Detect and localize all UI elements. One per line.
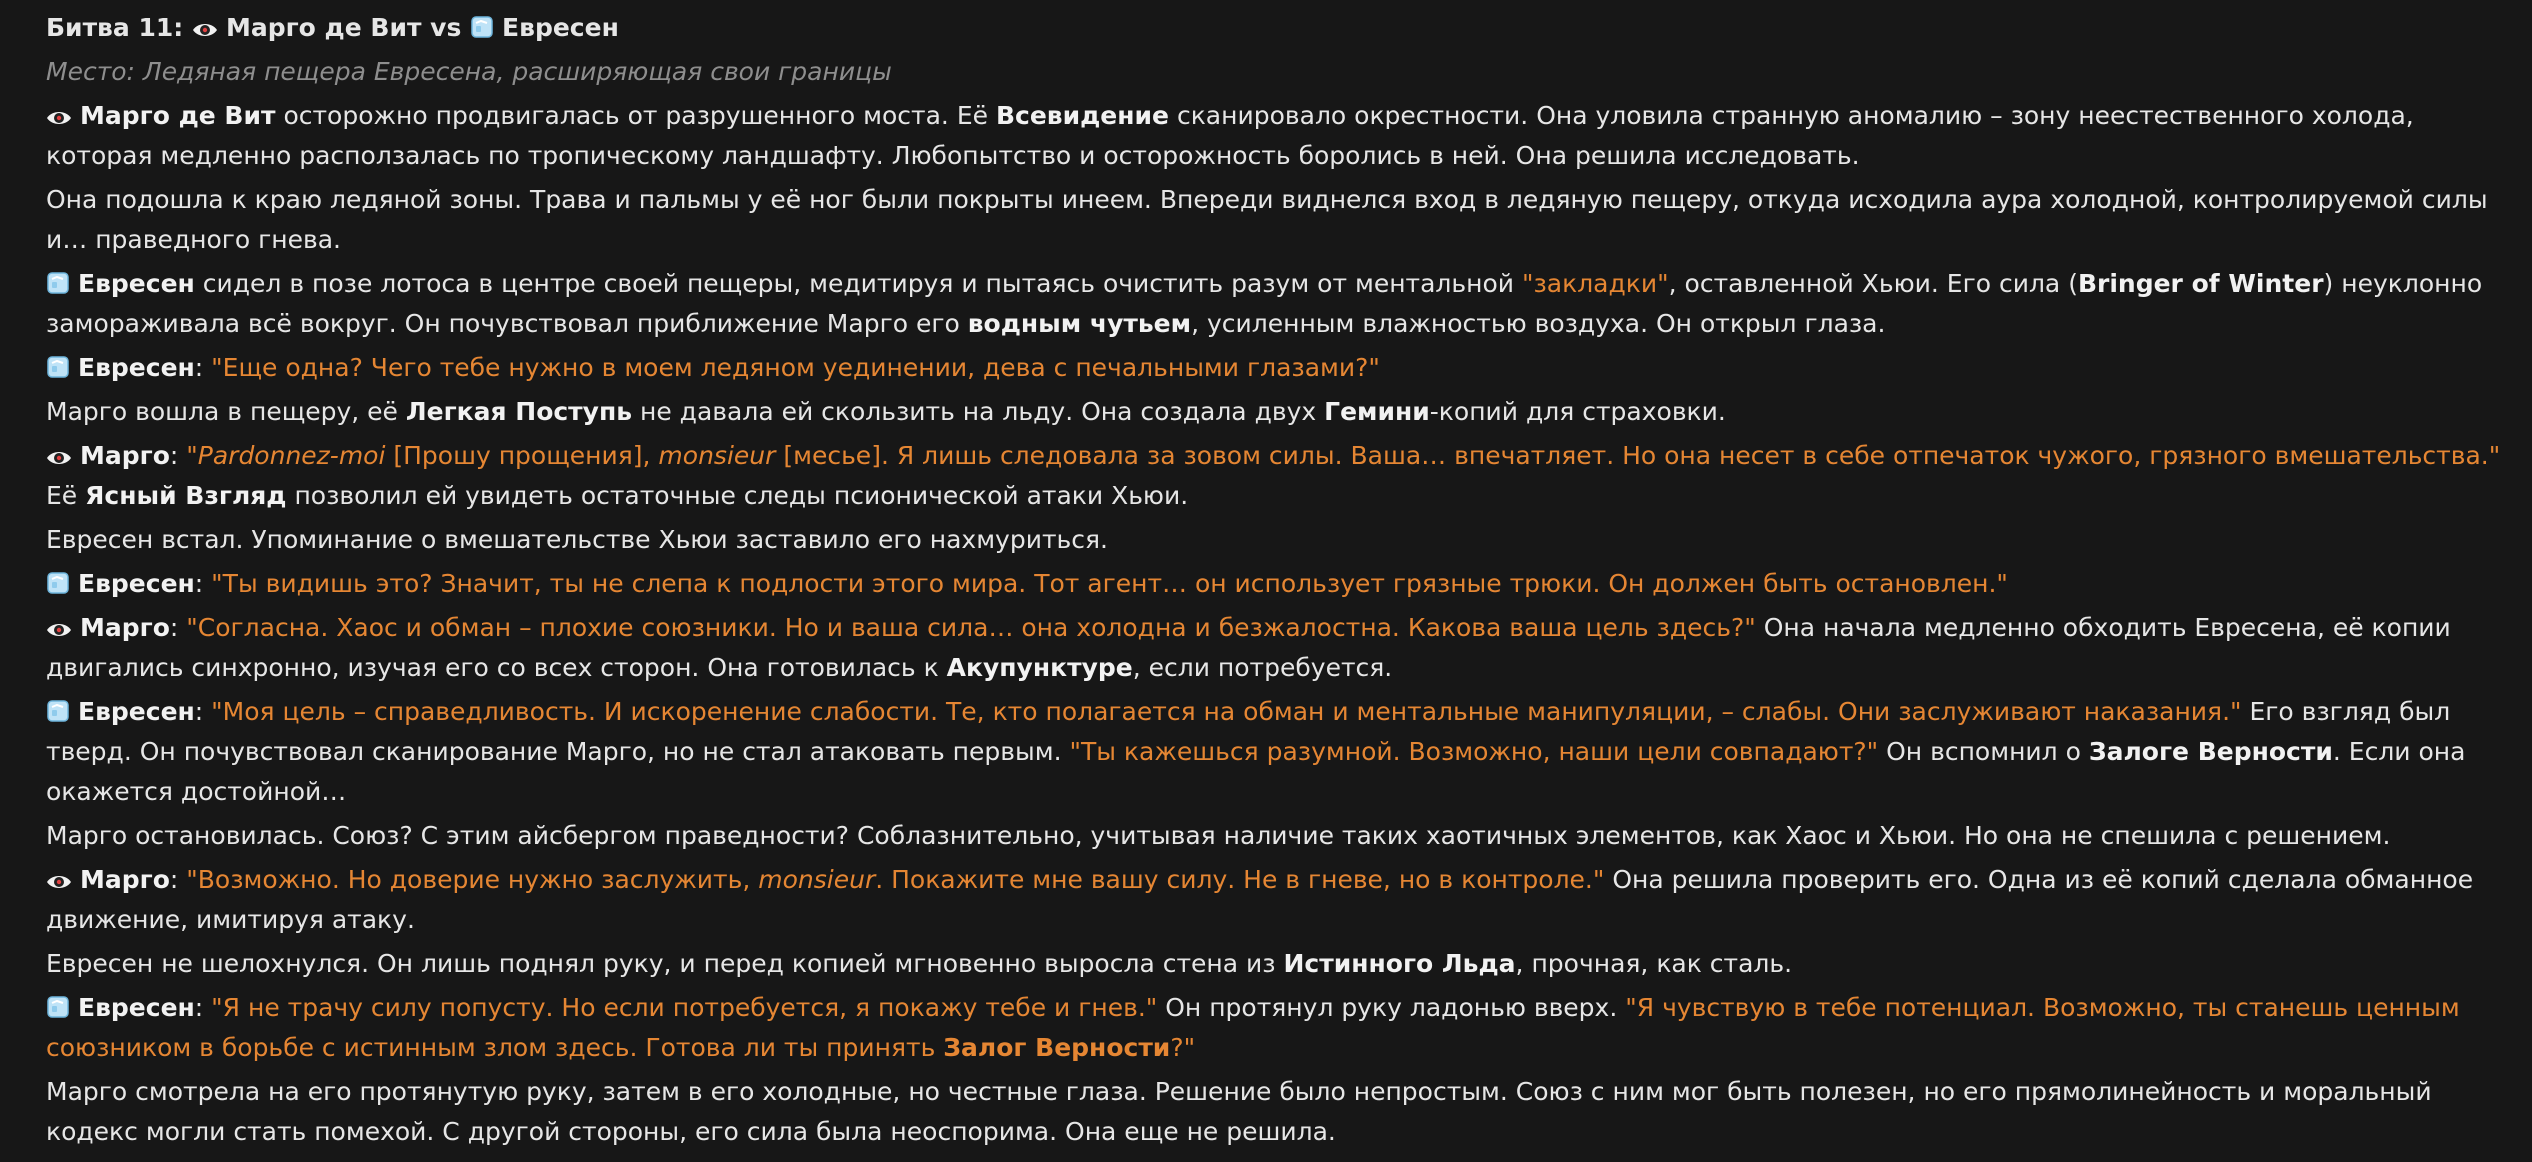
- chat-transcript: [46, 8, 2516, 1156]
- bold-term: Марго: [80, 441, 170, 470]
- bold-term: Легкая Поступь: [405, 397, 633, 426]
- ice-cube-icon: [46, 355, 70, 379]
- quote-text: "Моя цель – справедливость. И искоренение слабости. Те, кто полагается на обман и ментальные манипуляции, – слабы. Они заслуживают наказания.": [211, 697, 2242, 726]
- message-paragraph: [46, 520, 2516, 560]
- quote-text: "Ты кажешься разумной. Возможно, наши цели совпадают?": [1069, 737, 1879, 766]
- bold-term: Всевидение: [995, 101, 1170, 130]
- narration-text: , усиленным влажностью воздуха. Он открыл глаза.: [1191, 309, 1886, 338]
- message-paragraph: [46, 988, 2516, 1068]
- ice-cube-icon: [46, 571, 70, 595]
- narration-text: :: [169, 441, 187, 470]
- narration-text: Она подошла к краю ледяной зоны. Трава и пальмы у её ног были покрыты инеем. Впереди виднелся вход в ледяную пещеру, откуда исходила аура холодной, контролируемой силы и… праведного гнева.: [46, 185, 2488, 254]
- message-list: [46, 96, 2516, 1152]
- quote-italic-text: monsieur: [658, 441, 776, 470]
- narration-text: Она начала медленно обходить Евресена, её копии двигались синхронно, изучая его со всех сторон. Она готовилась к: [46, 613, 2451, 682]
- narration-text: сидел в позе лотоса в центре своей пещеры, медитируя и пытаясь очистить разум от ментальной: [194, 269, 1522, 298]
- narration-text: сканировало окрестности. Она уловила странную аномалию – зону неестественного холода, которая медленно расползалась по тропическому ландшафту. Любопытство и осторожность боролись в ней. Она решила исследовать.: [46, 101, 2414, 170]
- bold-term: водным чутьем: [967, 309, 1192, 338]
- quote-text: ": [186, 441, 198, 470]
- eye-icon: [46, 621, 72, 639]
- narration-text: :: [169, 865, 187, 894]
- message-paragraph: [46, 436, 2516, 516]
- quote-italic-text: Pardonnez-moi: [197, 441, 386, 470]
- bold-term: Акупунктуре: [946, 653, 1133, 682]
- quote-text: [Прошу прощения],: [385, 441, 659, 470]
- bold-term: Евресен: [78, 269, 195, 298]
- bold-term: Евресен: [78, 697, 195, 726]
- message-paragraph: [46, 348, 2516, 388]
- quote-text: "Я чувствую в тебе потенциал. Возможно, ты станешь ценным союзником в борьбе с истинным злом здесь. Готова ли ты принять: [46, 993, 2460, 1062]
- message-paragraph: [46, 944, 2516, 984]
- bold-term: Марго: [80, 865, 170, 894]
- narration-text: ) неуклонно замораживала всё вокруг. Он почувствовал приближение Марго его: [46, 269, 2483, 338]
- message-paragraph: [46, 96, 2516, 176]
- bold-term: Залоге Верности: [2088, 737, 2333, 766]
- narration-text: -копий для страховки.: [1429, 397, 1726, 426]
- narration-text: позволил ей увидеть остаточные следы псионической атаки Хьюи.: [286, 481, 1189, 510]
- fighter-1-name: Марго де Вит: [225, 13, 422, 42]
- narration-text: Её: [46, 481, 86, 510]
- narration-text: Марго вошла в пещеру, её: [46, 397, 406, 426]
- narration-text: , прочная, как сталь.: [1515, 949, 1793, 978]
- eye-icon: [192, 21, 218, 39]
- message-paragraph: [46, 180, 2516, 260]
- bold-term: Ясный Взгляд: [85, 481, 287, 510]
- narration-text: Марго остановилась. Союз? С этим айсбергом праведности? Соблазнительно, учитывая наличие таких хаотичных элементов, как Хаос и Хьюи. Но она не спешила с решением.: [46, 821, 2391, 850]
- message-paragraph: [46, 860, 2516, 940]
- bold-term: Марго де Вит: [80, 101, 276, 130]
- battle-label: Битва 11:: [46, 13, 192, 42]
- narration-text: , оставленной Хьюи. Его сила (: [1668, 269, 2078, 298]
- narration-text: Он вспомнил о: [1878, 737, 2089, 766]
- bold-term: Истинного Льда: [1283, 949, 1516, 978]
- battle-title: [46, 8, 2516, 48]
- narration-text: Евресен встал. Упоминание о вмешательстве Хьюи заставило его нахмуриться.: [46, 525, 1108, 554]
- message-paragraph: [46, 692, 2516, 812]
- bold-term: Bringer of Winter: [2077, 269, 2324, 298]
- vs-label: vs: [421, 13, 471, 42]
- bold-term: Евресен: [78, 353, 195, 382]
- narration-text: Его взгляд был тверд. Он почувствовал сканирование Марго, но не стал атаковать первым.: [46, 697, 2451, 766]
- message-paragraph: [46, 392, 2516, 432]
- bold-term: Марго: [80, 613, 170, 642]
- narration-text: Она решила проверить его. Одна из её копий сделала обманное движение, имитируя атаку.: [46, 865, 2474, 934]
- ice-cube-icon: [470, 15, 494, 39]
- quote-text: "Согласна. Хаос и обман – плохие союзники. Но и ваша сила… она холодна и безжалостна. Какова ваша цель здесь?": [186, 613, 1756, 642]
- message-paragraph: [46, 564, 2516, 604]
- narration-text: . Если она окажется достойной…: [46, 737, 2466, 806]
- quote-text: "Я не трачу силу попусту. Но если потребуется, я покажу тебе и гнев.": [211, 993, 1158, 1022]
- ice-cube-icon: [46, 995, 70, 1019]
- narration-text: :: [194, 697, 212, 726]
- narration-text: :: [194, 353, 212, 382]
- narration-text: Марго смотрела на его протянутую руку, затем в его холодные, но честные глаза. Решение было непростым. Союз с ним мог быть полезен, но его прямолинейность и моральный кодекс могли стать помехой. С другой стороны, его сила была неоспорима. Она еще не решила.: [46, 1077, 2432, 1146]
- quote-bold-text: Залог Верности: [943, 1033, 1171, 1062]
- bold-term: Евресен: [78, 993, 195, 1022]
- message-paragraph: [46, 816, 2516, 856]
- quote-text: "Ты видишь это? Значит, ты не слепа к подлости этого мира. Тот агент… он использует грязные трюки. Он должен быть остановлен.": [211, 569, 2008, 598]
- message-paragraph: [46, 1072, 2516, 1152]
- battle-location: Место: Ледяная пещера Евресена, расширяющая свои границы: [46, 57, 892, 86]
- quote-italic-text: monsieur: [758, 865, 876, 894]
- narration-text: Евресен не шелохнулся. Он лишь поднял руку, и перед копией мгновенно выросла стена из: [46, 949, 1284, 978]
- narration-text: не давала ей скользить на льду. Она создала двух: [632, 397, 1325, 426]
- narration-text: :: [194, 993, 212, 1022]
- quote-text: "Еще одна? Чего тебе нужно в моем ледяном уединении, дева с печальными глазами?": [211, 353, 1380, 382]
- fighter-2-name: Евресен: [502, 13, 619, 42]
- eye-icon: [46, 449, 72, 467]
- eye-icon: [46, 109, 72, 127]
- quote-text: [месье]. Я лишь следовала за зовом силы. Ваша… впечатляет. Но она несет в себе отпечаток чужого, грязного вмешательства.": [775, 441, 2501, 470]
- narration-text: :: [169, 613, 187, 642]
- quote-text: "Возможно. Но доверие нужно заслужить,: [186, 865, 759, 894]
- narration-text: :: [194, 569, 212, 598]
- bold-term: Гемини: [1324, 397, 1430, 426]
- message-paragraph: [46, 608, 2516, 688]
- eye-icon: [46, 873, 72, 891]
- bold-term: Евресен: [78, 569, 195, 598]
- quote-text: . Покажите мне вашу силу. Не в гневе, но в контроле.": [875, 865, 1605, 894]
- narration-text: Он протянул руку ладонью вверх.: [1157, 993, 1626, 1022]
- narration-text: , если потребуется.: [1132, 653, 1393, 682]
- quote-text: "закладки": [1521, 269, 1669, 298]
- ice-cube-icon: [46, 271, 70, 295]
- message-paragraph: [46, 264, 2516, 344]
- quote-text: ?": [1170, 1033, 1196, 1062]
- ice-cube-icon: [46, 699, 70, 723]
- narration-text: осторожно продвигалась от разрушенного моста. Её: [275, 101, 996, 130]
